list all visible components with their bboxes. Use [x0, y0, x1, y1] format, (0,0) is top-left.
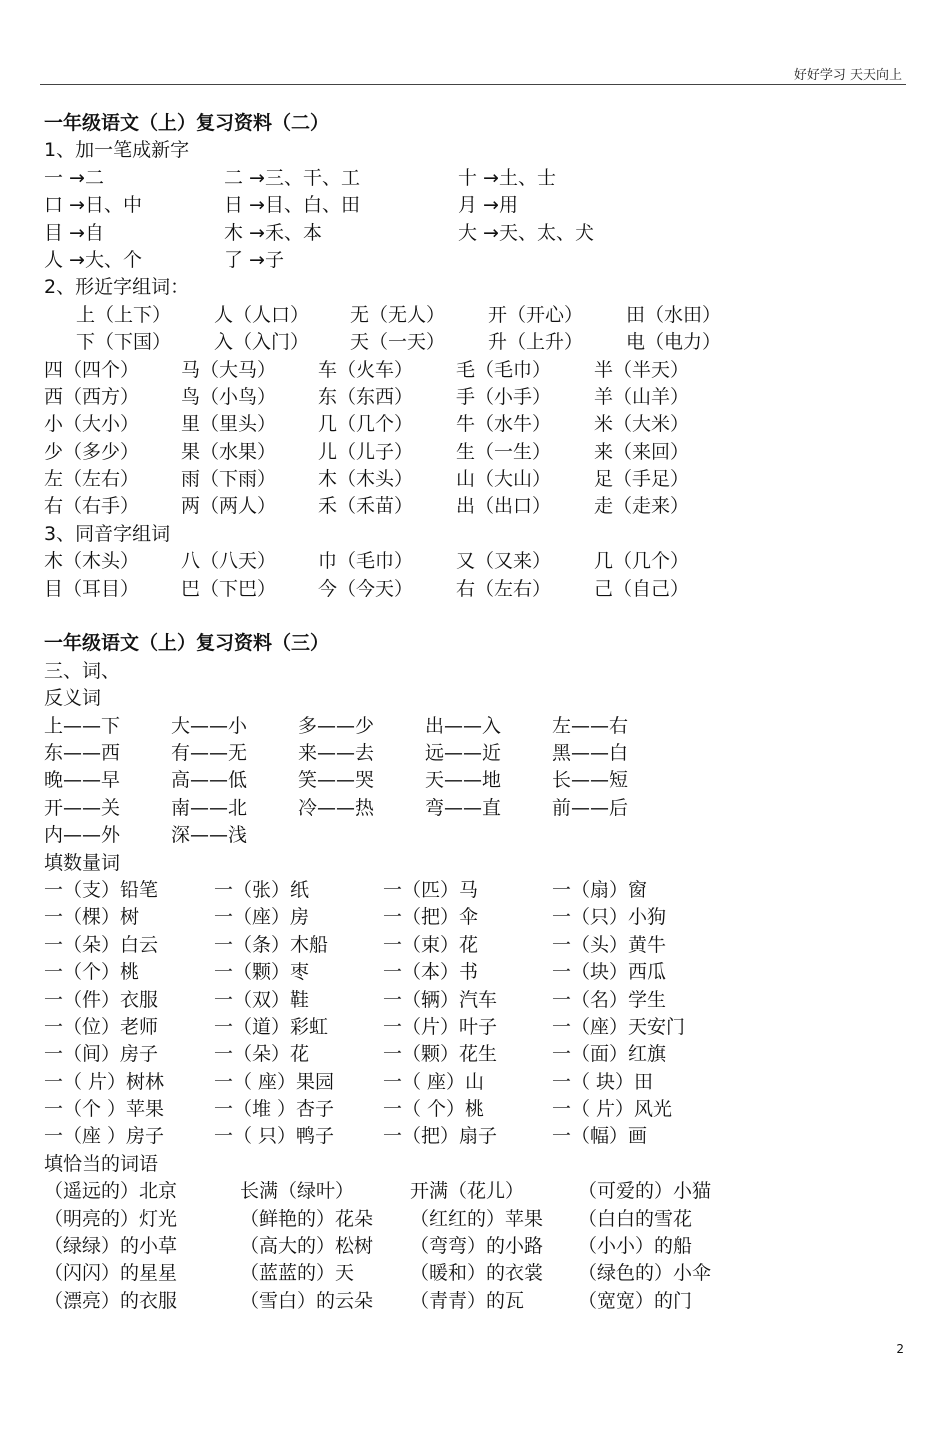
fill-row	[44, 1206, 904, 1233]
cell: （遥远的）北京	[44, 1180, 178, 1203]
section-heading: 1、加一笔成新字	[44, 139, 190, 162]
cell: 雨（下雨）	[181, 468, 277, 491]
cell: 月 →用	[458, 194, 518, 217]
cell: 一（间）房子	[44, 1043, 159, 1066]
cell: 有——无	[171, 741, 248, 764]
similar-row	[44, 357, 904, 384]
cell: 右（右手）	[44, 495, 140, 518]
cell: 己（自己）	[594, 577, 690, 600]
cell: 上（上下）	[76, 303, 172, 326]
cell: （高大的）松树	[240, 1235, 374, 1258]
cell: （闪闪）的星星	[44, 1262, 178, 1285]
cell: （暖和）的衣裳	[410, 1262, 544, 1285]
antonym-row	[44, 822, 904, 849]
cell: 黑——白	[552, 741, 629, 764]
cell: （蓝蓝的）天	[240, 1262, 355, 1285]
cell: 一（辆）汽车	[383, 988, 498, 1011]
cell: 长——短	[552, 769, 629, 792]
similar-row	[44, 329, 904, 356]
cell: 一（堆 ）杏子	[214, 1098, 335, 1121]
cell: 一（颗）枣	[214, 961, 310, 984]
measure-row	[44, 1069, 904, 1096]
cell: 儿（儿子）	[318, 440, 414, 463]
fill-row	[44, 1178, 904, 1205]
cell: 一（ 块）田	[552, 1070, 654, 1093]
cell: 天（一天）	[350, 331, 446, 354]
cell: 入（入门）	[214, 331, 310, 354]
cell: （小小）的船	[578, 1235, 693, 1258]
cell: 开——关	[44, 796, 121, 819]
cell: 一（面）红旗	[552, 1043, 667, 1066]
cell: 一（匹）马	[383, 878, 479, 901]
similar-row	[44, 466, 904, 493]
cell: 远——近	[425, 741, 502, 764]
cell: 足（手足）	[594, 468, 690, 491]
fill-row	[44, 1260, 904, 1287]
section-heading: 3、同音字组词	[44, 522, 171, 545]
measure-row	[44, 959, 904, 986]
cell: 八（八天）	[181, 550, 277, 573]
cell: 一（件）衣服	[44, 988, 159, 1011]
cell: （明亮的）灯光	[44, 1207, 178, 1230]
cell: 一（张）纸	[214, 878, 310, 901]
cell: 十 →土、士	[458, 166, 556, 189]
cell: 一（条）木船	[214, 933, 329, 956]
cell: 禾（禾苗）	[318, 495, 414, 518]
cell: （弯弯）的小路	[410, 1235, 544, 1258]
cell: 走（走来）	[594, 495, 690, 518]
cell: （雪白）的云朵	[240, 1289, 374, 1312]
cell: 人 →大、个	[44, 248, 142, 271]
cell: 冷——热	[298, 796, 375, 819]
measure-row	[44, 987, 904, 1014]
cell: 一（ 个）桃	[383, 1098, 485, 1121]
antonym-row	[44, 713, 904, 740]
section-heading: 填数量词	[44, 851, 121, 874]
add-stroke-row	[44, 192, 904, 219]
similar-row	[44, 411, 904, 438]
cell: 几（几个）	[318, 413, 414, 436]
cell: 一（位）老师	[44, 1015, 159, 1038]
cell: 一（朵）花	[214, 1043, 310, 1066]
section-heading: 填恰当的词语	[44, 1152, 159, 1175]
add-stroke-row	[44, 247, 904, 274]
cell: 小（大小）	[44, 413, 140, 436]
cell: 上——下	[44, 714, 121, 737]
measure-row	[44, 1096, 904, 1123]
cell: 木（木头）	[318, 468, 414, 491]
similar-row	[44, 439, 904, 466]
cell: 羊（山羊）	[594, 385, 690, 408]
cell: 开满（花儿）	[410, 1180, 525, 1203]
cell: 二 →三、干、工	[224, 166, 360, 189]
section-subtitle: 三、词、	[44, 659, 121, 682]
header-rule	[40, 84, 906, 85]
section-heading: 2、形近字组词：	[44, 276, 190, 299]
cell: （绿绿）的小草	[44, 1235, 178, 1258]
cell: 下（下国）	[76, 331, 172, 354]
cell: 来（来回）	[594, 440, 690, 463]
cell: 西（西方）	[44, 385, 140, 408]
cell: 一（个 ）苹果	[44, 1098, 165, 1121]
cell: 田（水田）	[626, 303, 722, 326]
cell: 几（几个）	[594, 550, 690, 573]
cell: 天——地	[425, 769, 502, 792]
cell: （绿色的）小伞	[578, 1262, 712, 1285]
cell: 一（个）桃	[44, 961, 140, 984]
cell: 右（左右）	[456, 577, 552, 600]
cell: 日 →目、白、田	[224, 194, 360, 217]
section-heading: 反义词	[44, 687, 102, 710]
cell: 少（多少）	[44, 440, 140, 463]
antonym-row	[44, 767, 904, 794]
cell: 一（颗）花生	[383, 1043, 498, 1066]
cell: 口 →日、中	[44, 194, 142, 217]
cell: 果（水果）	[181, 440, 277, 463]
similar-row	[44, 493, 904, 520]
cell: 出（出口）	[456, 495, 552, 518]
cell: 前——后	[552, 796, 629, 819]
section-title: 一年级语文（上）复习资料（二）	[44, 112, 330, 134]
cell: 一（只）小狗	[552, 906, 667, 929]
cell: 一（ 座）果园	[214, 1070, 335, 1093]
measure-row	[44, 1123, 904, 1150]
section-title: 一年级语文（上）复习资料（三）	[44, 632, 330, 655]
cell: 一（朵）白云	[44, 933, 159, 956]
spacer	[44, 603, 904, 630]
cell: 东——西	[44, 741, 121, 764]
cell: 木 →禾、本	[224, 221, 322, 244]
cell: 米（大米）	[594, 413, 690, 436]
cell: 左——右	[552, 714, 629, 737]
cell: 一（ 只）鸭子	[214, 1125, 335, 1148]
cell: （漂亮）的衣服	[44, 1289, 178, 1312]
cell: 巴（下巴）	[181, 577, 277, 600]
cell: 电（电力）	[626, 331, 722, 354]
cell: 人（人口）	[214, 303, 310, 326]
cell: 一（支）铅笔	[44, 878, 159, 901]
header-text: 好好学习 天天向上	[793, 68, 902, 83]
cell: （白白的雪花	[578, 1207, 693, 1230]
cell: 一（把）扇子	[383, 1125, 498, 1148]
cell: 毛（毛巾）	[456, 358, 552, 381]
document-body	[44, 110, 904, 1315]
cell: 东（东西）	[318, 385, 414, 408]
cell: 升（上升）	[488, 331, 584, 354]
cell: 开（开心）	[488, 303, 584, 326]
cell: 多——少	[298, 714, 375, 737]
cell: 一（座）房	[214, 906, 310, 929]
homophone-row	[44, 548, 904, 575]
cell: 一（块）西瓜	[552, 961, 667, 984]
add-stroke-row	[44, 165, 904, 192]
cell: 一（束）花	[383, 933, 479, 956]
cell: 一（扇）窗	[552, 878, 648, 901]
fill-row	[44, 1233, 904, 1260]
cell: 大——小	[171, 714, 248, 737]
cell: 一（双）鞋	[214, 988, 310, 1011]
cell: 目（耳目）	[44, 577, 140, 600]
cell: 目 →自	[44, 221, 104, 244]
cell: 一（幅）画	[552, 1125, 648, 1148]
measure-row	[44, 877, 904, 904]
measure-row	[44, 932, 904, 959]
cell: 鸟（小鸟）	[181, 385, 277, 408]
add-stroke-row	[44, 220, 904, 247]
page-number: 2	[896, 1342, 904, 1356]
cell: 大 →天、太、犬	[458, 221, 594, 244]
cell: 又（又来）	[456, 550, 552, 573]
cell: 一（片）叶子	[383, 1015, 498, 1038]
cell: 深——浅	[171, 824, 248, 847]
cell: 内——外	[44, 824, 121, 847]
cell: 半（半天）	[594, 358, 690, 381]
cell: 长满（绿叶）	[240, 1180, 355, 1203]
cell: 无（无人）	[350, 303, 446, 326]
cell: 生（一生）	[456, 440, 552, 463]
cell: 南——北	[171, 796, 248, 819]
cell: 出——入	[425, 714, 502, 737]
cell: 一（棵）树	[44, 906, 140, 929]
cell: 一（座 ）房子	[44, 1125, 165, 1148]
cell: （宽宽）的门	[578, 1289, 693, 1312]
measure-row	[44, 1041, 904, 1068]
cell: 弯——直	[425, 796, 502, 819]
cell: 一（ 片）树林	[44, 1070, 165, 1093]
measure-row	[44, 904, 904, 931]
cell: （红红的）苹果	[410, 1207, 544, 1230]
cell: 一 →二	[44, 166, 104, 189]
cell: （青青）的瓦	[410, 1289, 525, 1312]
cell: 马（大马）	[181, 358, 277, 381]
cell: 晚——早	[44, 769, 121, 792]
cell: 一（ 片）风光	[552, 1098, 673, 1121]
cell: 高——低	[171, 769, 248, 792]
cell: 了 →子	[224, 248, 284, 271]
measure-row	[44, 1014, 904, 1041]
cell: 今（今天）	[318, 577, 414, 600]
cell: 一（头）黄牛	[552, 933, 667, 956]
cell: 笑——哭	[298, 769, 375, 792]
cell: 一（ 座）山	[383, 1070, 485, 1093]
antonym-row	[44, 740, 904, 767]
cell: 手（小手）	[456, 385, 552, 408]
cell: 牛（水牛）	[456, 413, 552, 436]
cell: （鲜艳的）花朵	[240, 1207, 374, 1230]
cell: 巾（毛巾）	[318, 550, 414, 573]
cell: 来——去	[298, 741, 375, 764]
cell: 山（大山）	[456, 468, 552, 491]
cell: 两（两人）	[181, 495, 277, 518]
fill-row	[44, 1288, 904, 1315]
cell: 一（本）书	[383, 961, 479, 984]
similar-row	[44, 302, 904, 329]
cell: 里（里头）	[181, 413, 277, 436]
cell: 一（道）彩虹	[214, 1015, 329, 1038]
cell: 木（木头）	[44, 550, 140, 573]
cell: 四（四个）	[44, 358, 140, 381]
cell: 一（把）伞	[383, 906, 479, 929]
cell: 一（座）天安门	[552, 1015, 686, 1038]
cell: 一（名）学生	[552, 988, 667, 1011]
cell: （可爱的）小猫	[578, 1180, 712, 1203]
homophone-row	[44, 576, 904, 603]
cell: 车（火车）	[318, 358, 414, 381]
cell: 左（左右）	[44, 468, 140, 491]
antonym-row	[44, 795, 904, 822]
similar-row	[44, 384, 904, 411]
